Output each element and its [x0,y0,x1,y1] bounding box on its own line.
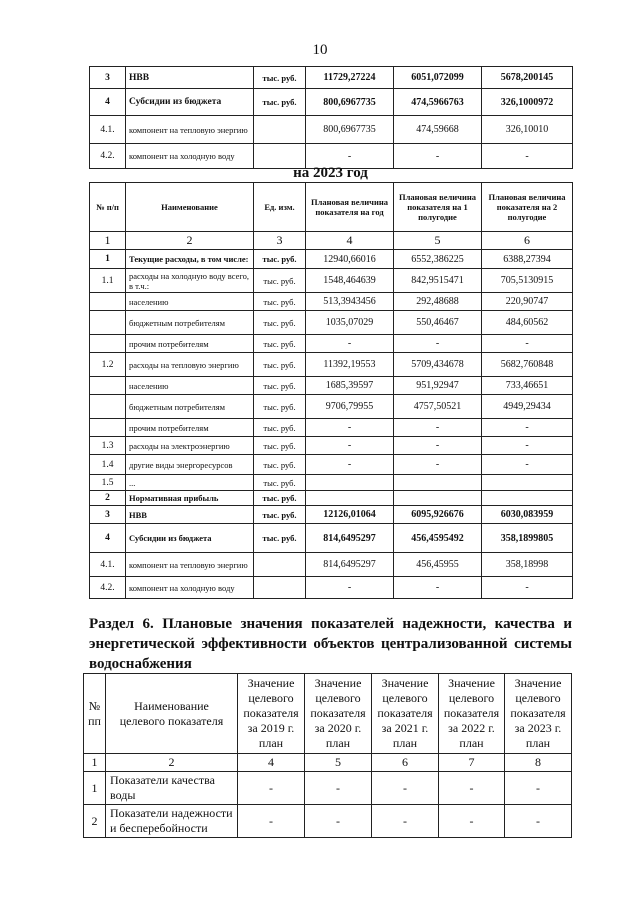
table-row [90,311,573,335]
row-unit: тыс. руб. [254,524,306,553]
index-cell: 8 [505,754,572,772]
row-value-h2: 484,60562 [482,311,573,335]
row-value-h2: 705,5130915 [482,269,573,293]
row-value-h2: - [482,577,573,599]
row-value-h2: 358,18998 [482,553,573,577]
table-row [90,377,573,395]
row-value-2019: - [238,805,305,838]
row-number: 1.3 [90,437,126,455]
header-2021: Значение целевого показателя за 2021 г. план [372,674,439,754]
row-unit: тыс. руб. [254,311,306,335]
row-unit: тыс. руб. [254,395,306,419]
table-row [90,475,573,491]
table-row [90,524,573,553]
row-value-2020: - [305,805,372,838]
row-name: расходы на электроэнергию [126,437,254,455]
row-number: 4.2. [90,144,126,169]
row-number [90,311,126,335]
row-value-year: 1035,07029 [306,311,394,335]
year-heading: на 2023 год [293,165,368,181]
index-cell: 1 [84,754,106,772]
row-value-year: 12940,66016 [306,250,394,269]
header-unit: Ед. изм. [254,183,306,232]
row-value-h2: - [482,419,573,437]
row-unit: тыс. руб. [254,353,306,377]
header-num: № п/п [90,183,126,232]
row-number: 1 [90,250,126,269]
row-name: Субсидии из бюджета [126,524,254,553]
row-name: прочим потребителям [126,419,254,437]
table-row [90,395,573,419]
table-row [90,250,573,269]
row-value-h1: 5709,434678 [394,353,482,377]
row-value-h2: 5678,200145 [482,67,573,89]
row-value-year: 800,6967735 [306,116,394,144]
row-value-2020: - [305,772,372,805]
row-value-year: 1548,464639 [306,269,394,293]
row-number: 1.5 [90,475,126,491]
row-value-h2: 6030,083959 [482,506,573,524]
row-value-2022: - [439,772,505,805]
row-value-h1: 292,48688 [394,293,482,311]
row-value-year: 814,6495297 [306,553,394,577]
row-name: НВВ [126,67,254,89]
row-value-h1: 474,5966763 [394,89,482,116]
index-cell: 7 [439,754,505,772]
row-value-h2: - [482,455,573,475]
row-unit: тыс. руб. [254,67,306,89]
row-value-h1: 6552,386225 [394,250,482,269]
header-h1: Плановая величина показателя на 1 полугодие [394,183,482,232]
table-row [90,89,573,116]
row-name: Текущие расходы, в том числе: [126,250,254,269]
header-num: № пп [84,674,106,754]
header-name: Наименование [126,183,254,232]
row-name: Показатели качества воды [106,772,238,805]
row-name: расходы на тепловую энергию [126,353,254,377]
row-name: компонент на тепловую энергию [126,553,254,577]
row-number: 1.1 [90,269,126,293]
table-row [90,293,573,311]
row-unit: тыс. руб. [254,377,306,395]
row-number: 1.4 [90,455,126,475]
header-year: Плановая величина показателя на год [306,183,394,232]
row-value-h1: 6095,926676 [394,506,482,524]
row-unit: тыс. руб. [254,437,306,455]
header-2019: Значение целевого показателя за 2019 г. план [238,674,305,754]
table-row [90,353,573,377]
table-row [90,419,573,437]
row-name: Нормативная прибыль [126,491,254,506]
table-row [90,491,573,506]
row-number: 2 [90,491,126,506]
row-value-h2 [482,475,573,491]
row-name: Субсидии из бюджета [126,89,254,116]
row-value-h2: 220,90747 [482,293,573,311]
row-unit [254,577,306,599]
table-header-row [84,674,572,754]
row-name: компонент на тепловую энергию [126,116,254,144]
index-cell: 1 [90,232,126,250]
row-unit [254,116,306,144]
row-value-year: - [306,577,394,599]
index-cell: 2 [106,754,238,772]
row-value-year: - [306,144,394,169]
row-name: расходы на холодную воду всего, в т.ч.: [126,269,254,293]
row-value-h2: - [482,437,573,455]
row-number: 4.1. [90,553,126,577]
row-value-year: 11392,19553 [306,353,394,377]
row-value-h2: 5682,760848 [482,353,573,377]
section-6-title: Раздел 6. Плановые значения показателей надежности, качества и энергетической эффективности объектов централизованной системы водоснабжения [89,616,572,672]
row-unit: тыс. руб. [254,491,306,506]
row-name: бюджетным потребителям [126,395,254,419]
row-value-2023: - [505,805,572,838]
row-value-h1: - [394,335,482,353]
table-row [90,116,573,144]
table-header-row [90,183,573,232]
table-row [90,67,573,89]
table-row [90,553,573,577]
row-value-h2: 6388,27394 [482,250,573,269]
row-name: НВВ [126,506,254,524]
row-value-2021: - [372,772,439,805]
table-2023 [89,182,573,599]
row-value-2019: - [238,772,305,805]
header-2022: Значение целевого показателя за 2022 г. план [439,674,505,754]
row-value-h2: 358,1899805 [482,524,573,553]
row-number [90,395,126,419]
row-name: населению [126,293,254,311]
table-row [84,772,572,805]
index-cell: 4 [306,232,394,250]
header-2023: Значение целевого показателя за 2023 г. план [505,674,572,754]
row-unit: тыс. руб. [254,506,306,524]
row-unit: тыс. руб. [254,335,306,353]
row-value-h2 [482,491,573,506]
row-unit: тыс. руб. [254,250,306,269]
row-number: 1.2 [90,353,126,377]
row-value-year: - [306,437,394,455]
index-cell: 3 [254,232,306,250]
row-value-year: 9706,79955 [306,395,394,419]
header-2020: Значение целевого показателя за 2020 г. план [305,674,372,754]
row-unit [254,553,306,577]
row-value-h1: - [394,455,482,475]
row-value-h2: 326,10010 [482,116,573,144]
row-number: 3 [90,67,126,89]
row-unit: тыс. руб. [254,475,306,491]
row-unit: тыс. руб. [254,269,306,293]
row-name: Показатели надежности и бесперебойности [106,805,238,838]
row-number [90,377,126,395]
row-number [90,335,126,353]
row-name: компонент на холодную воду [126,577,254,599]
row-value-year: 814,6495297 [306,524,394,553]
row-number [90,419,126,437]
table-row [90,269,573,293]
row-value-h1: 842,9515471 [394,269,482,293]
row-value-h1: 550,46467 [394,311,482,335]
row-value-year: 513,3943456 [306,293,394,311]
row-value-h1: 456,45955 [394,553,482,577]
row-value-h1: 6051,072099 [394,67,482,89]
table-row [90,577,573,599]
index-cell: 6 [372,754,439,772]
row-number [90,293,126,311]
row-value-year: 12126,01064 [306,506,394,524]
table-row [90,335,573,353]
row-value-h2: - [482,144,573,169]
row-unit: тыс. руб. [254,293,306,311]
row-number: 4.2. [90,577,126,599]
table-row [90,506,573,524]
row-value-year [306,475,394,491]
row-value-h1: - [394,577,482,599]
row-unit: тыс. руб. [254,455,306,475]
index-cell: 5 [305,754,372,772]
row-unit: тыс. руб. [254,89,306,116]
row-value-h1: 951,92947 [394,377,482,395]
header-name: Наименование целевого показателя [106,674,238,754]
row-value-year: 1685,39597 [306,377,394,395]
row-value-year: - [306,335,394,353]
table-row [90,455,573,475]
table-targets [83,673,572,838]
row-value-h2: - [482,335,573,353]
row-value-h1: 4757,50521 [394,395,482,419]
row-value-h1: 474,59668 [394,116,482,144]
row-value-year: - [306,419,394,437]
row-number: 3 [90,506,126,524]
row-name: компонент на холодную воду [126,144,254,169]
header-h2: Плановая величина показателя на 2 полугодие [482,183,573,232]
row-number: 1 [84,772,106,805]
index-cell: 6 [482,232,573,250]
row-name: другие виды энергоресурсов [126,455,254,475]
row-number: 4 [90,524,126,553]
row-value-h2: 326,1000972 [482,89,573,116]
row-value-h1: - [394,437,482,455]
row-value-h2: 733,46651 [482,377,573,395]
row-number: 2 [84,805,106,838]
row-value-h1 [394,491,482,506]
table-continuation [89,66,573,169]
row-number: 4 [90,89,126,116]
index-row [90,232,573,250]
index-cell: 4 [238,754,305,772]
row-value-h1: - [394,419,482,437]
row-name: прочим потребителям [126,335,254,353]
row-value-h2: 4949,29434 [482,395,573,419]
row-value-year [306,491,394,506]
row-name: ... [126,475,254,491]
row-value-h1 [394,475,482,491]
table-row [90,437,573,455]
index-row [84,754,572,772]
row-name: бюджетным потребителям [126,311,254,335]
row-value-2023: - [505,772,572,805]
row-number: 4.1. [90,116,126,144]
index-cell: 2 [126,232,254,250]
page-number: 10 [312,42,328,58]
table-row [84,805,572,838]
row-value-year: - [306,455,394,475]
row-unit: тыс. руб. [254,419,306,437]
row-value-h1: - [394,144,482,169]
row-value-2021: - [372,805,439,838]
index-cell: 5 [394,232,482,250]
row-value-2022: - [439,805,505,838]
row-value-h1: 456,4595492 [394,524,482,553]
row-value-year: 800,6967735 [306,89,394,116]
row-name: населению [126,377,254,395]
row-value-year: 11729,27224 [306,67,394,89]
